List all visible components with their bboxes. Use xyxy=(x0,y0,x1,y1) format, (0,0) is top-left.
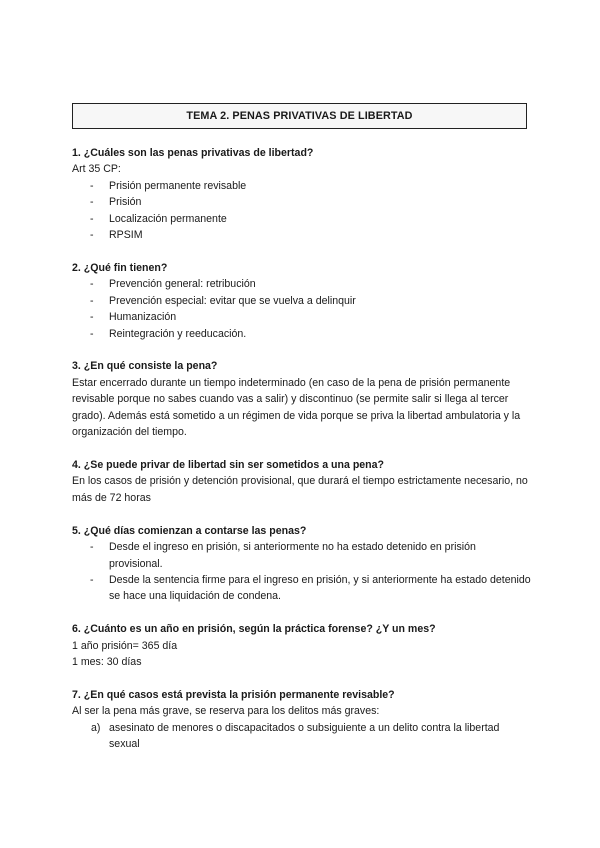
page-title: TEMA 2. PENAS PRIVATIVAS DE LIBERTAD xyxy=(72,103,527,129)
answer-line: 1 año prisión= 365 día xyxy=(72,639,178,652)
list-item xyxy=(72,178,532,194)
question-heading: 1. ¿Cuáles son las penas privativas de libertad? xyxy=(72,147,314,159)
list-item xyxy=(72,572,532,605)
dash-marker: - xyxy=(90,278,94,291)
section-3 xyxy=(72,358,532,440)
document-body xyxy=(72,145,532,769)
answer-paragraph: En los casos de prisión y detención provisional, que durará el tiempo estrictamente necesario, no más de 72 horas xyxy=(72,475,528,504)
dash-marker: - xyxy=(90,311,94,324)
list-item-text: Humanización xyxy=(109,311,177,324)
intro-text: Art 35 CP: xyxy=(72,163,121,176)
question-heading: 2. ¿Qué fin tienen? xyxy=(72,261,168,274)
list-item xyxy=(72,293,532,309)
list-item xyxy=(72,539,532,572)
dash-marker: - xyxy=(90,229,94,242)
letter-marker: a) xyxy=(91,721,101,734)
section-6 xyxy=(72,621,532,670)
lettered-list xyxy=(72,720,532,753)
dash-marker: - xyxy=(90,541,94,554)
dash-marker: - xyxy=(90,573,94,586)
list-item xyxy=(72,720,532,753)
answer-line: 1 mes: 30 días xyxy=(72,656,142,669)
list-item-text: Prisión xyxy=(109,196,142,209)
list-item xyxy=(72,194,532,210)
list-item-text: Prisión permanente revisable xyxy=(109,179,247,192)
intro-text: Al ser la pena más grave, se reserva para los delitos más graves: xyxy=(72,705,380,718)
list-item-text: RPSIM xyxy=(109,229,143,242)
list-item xyxy=(72,227,532,243)
answer-paragraph: Estar encerrado durante un tiempo indeterminado (en caso de la pena de prisión permanente revisable porque no sabes cuando vas a salir) y discontinuo (se permite salir si llega al tercer grado). Además está sometido a un régimen de vida porque se priva la libertad ambulatoria y la organización del tiempo. xyxy=(72,376,521,439)
list-item-text: Desde la sentencia firme para el ingreso en prisión, y si anteriormente ha estado detenido se hace una liquidación de condena. xyxy=(109,573,531,603)
dash-marker: - xyxy=(90,179,94,192)
section-5 xyxy=(72,523,532,605)
section-1 xyxy=(72,145,532,243)
dash-marker: - xyxy=(90,294,94,307)
dash-marker: - xyxy=(90,327,94,340)
question-heading: 4. ¿Se puede privar de libertad sin ser sometidos a una pena? xyxy=(72,459,385,471)
list-item-text: Prevención especial: evitar que se vuelva a delinquir xyxy=(109,294,356,307)
section-2 xyxy=(72,260,532,342)
section-7 xyxy=(72,687,532,753)
list-item xyxy=(72,211,532,227)
section-4 xyxy=(72,457,532,506)
bullet-list xyxy=(72,276,532,342)
dash-marker: - xyxy=(90,212,94,225)
question-heading: 7. ¿En qué casos está prevista la prisión permanente revisable? xyxy=(72,688,395,701)
list-item-text: Prevención general: retribución xyxy=(109,278,256,291)
list-item-text: Reintegración y reeducación. xyxy=(109,327,247,340)
dash-marker: - xyxy=(90,196,94,209)
list-item-text: Localización permanente xyxy=(109,212,227,225)
list-item-text: Desde el ingreso en prisión, si anteriormente no ha estado detenido en prisión provisional. xyxy=(109,541,476,570)
bullet-list xyxy=(72,178,532,244)
list-item xyxy=(72,309,532,325)
question-heading: 3. ¿En qué consiste la pena? xyxy=(72,360,218,373)
question-heading: 5. ¿Qué días comienzan a contarse las penas? xyxy=(72,524,307,537)
bullet-list xyxy=(72,539,532,605)
list-item xyxy=(72,326,532,342)
list-item xyxy=(72,276,532,292)
question-heading: 6. ¿Cuánto es un año en prisión, según la práctica forense? ¿Y un mes? xyxy=(72,623,436,636)
list-item-text: asesinato de menores o discapacitados o subsiguiente a un delito contra la libertad sexual xyxy=(109,721,500,751)
